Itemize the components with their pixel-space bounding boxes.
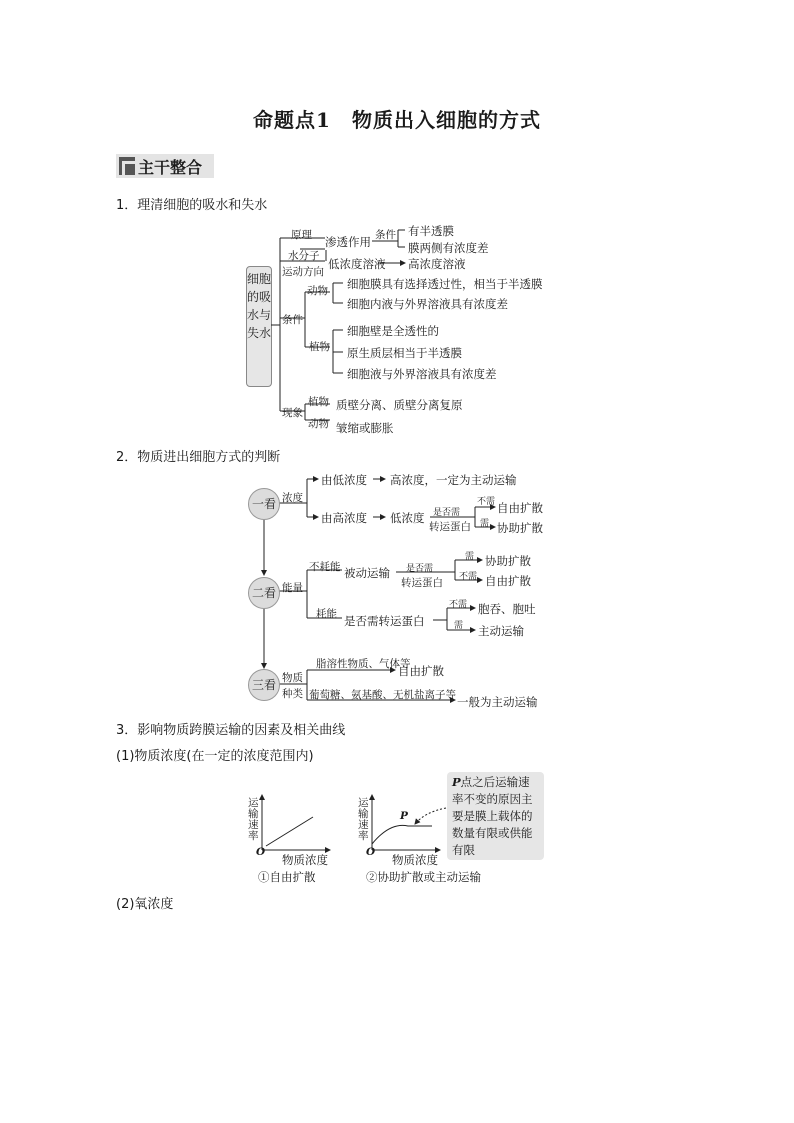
free-diffusion-2: 自由扩散 bbox=[485, 574, 531, 588]
graph2-ylabel: 运输速率 bbox=[358, 797, 369, 842]
label-dongwu: 动物 bbox=[307, 285, 328, 297]
need-label-1: 是否需 bbox=[433, 508, 461, 518]
glucose-etc: 葡萄糖、氨基酸、无机盐离子等 bbox=[309, 689, 456, 701]
animal-cond-2: 细胞内液与外界溶液具有浓度差 bbox=[347, 297, 508, 311]
endocytosis: 胞吞、胞吐 bbox=[478, 602, 536, 616]
graph1-ylabel: 运输速率 bbox=[248, 797, 259, 842]
heading-1: 1．理清细胞的吸水和失水 bbox=[116, 198, 268, 213]
label-wuzhi: 物质 bbox=[282, 672, 303, 684]
high-conc: 由高浓度 bbox=[321, 511, 367, 525]
cond-2: 膜两侧有浓度差 bbox=[408, 241, 489, 255]
dir-to: 高浓度溶液 bbox=[408, 257, 466, 271]
transporter-label-2: 转运蛋白 bbox=[401, 577, 443, 589]
label-tiaojian-top: 条件 bbox=[375, 229, 396, 241]
step-3-circle: 三看 bbox=[248, 669, 280, 701]
label-shuifenzi: 水分子 bbox=[288, 250, 320, 262]
label-x-zhiwu: 植物 bbox=[308, 396, 329, 408]
plant-cond-3: 细胞液与外界溶液具有浓度差 bbox=[347, 367, 497, 381]
generally-active: 一般为主动运输 bbox=[457, 695, 538, 709]
plant-phenomenon: 质壁分离、质壁分离复原 bbox=[336, 398, 463, 412]
need-3: 需 bbox=[454, 621, 464, 631]
root-label: 细胞的吸水与失水 bbox=[246, 272, 271, 340]
plant-cond-1: 细胞壁是全透性的 bbox=[347, 324, 439, 338]
step-2-circle: 二看 bbox=[248, 577, 280, 609]
graph1-xlabel: 物质浓度 bbox=[282, 853, 328, 867]
no-need-2: 不需 bbox=[459, 572, 478, 582]
graph2-xlabel: 物质浓度 bbox=[392, 853, 438, 867]
energy-consuming: 耗能 bbox=[316, 608, 337, 620]
passive-transport: 被动运输 bbox=[344, 566, 390, 580]
animal-cond-1: 细胞膜具有选择透过性，相当于半透膜 bbox=[347, 277, 543, 291]
step-1-circle: 一看 bbox=[248, 488, 280, 520]
high-conc-active: 高浓度，一定为主动运输 bbox=[390, 473, 517, 487]
graph2-origin: O bbox=[366, 846, 376, 858]
low-conc-2: 低浓度 bbox=[390, 511, 425, 525]
low-conc: 由低浓度 bbox=[321, 473, 367, 487]
plant-cond-2: 原生质层相当于半透膜 bbox=[347, 346, 462, 360]
label-nongdu: 浓度 bbox=[282, 492, 303, 504]
heading-3: 3．影响物质跨膜运输的因素及相关曲线 bbox=[116, 723, 346, 738]
label-xianxiang: 现象 bbox=[282, 407, 303, 419]
transporter-label-1: 转运蛋白 bbox=[429, 521, 471, 533]
active-transport: 主动运输 bbox=[478, 624, 524, 638]
lipid-soluble: 脂溶性物质、气体等 bbox=[316, 658, 411, 670]
label-yundongfangxiang: 运动方向 bbox=[282, 266, 324, 278]
no-energy: 不耗能 bbox=[309, 561, 341, 573]
free-diffusion-3: 自由扩散 bbox=[398, 664, 444, 678]
need-2: 需 bbox=[465, 552, 475, 562]
callout-note bbox=[447, 772, 544, 860]
graph2-point-p: P bbox=[400, 810, 408, 822]
callout-p: P bbox=[452, 775, 461, 789]
label-zhonglei: 种类 bbox=[282, 688, 303, 700]
callout-text: 点之后运输速率不变的原因主要是膜上载体的数量有限或供能有限 bbox=[452, 775, 533, 857]
facilitated-diffusion-2: 协助扩散 bbox=[485, 554, 531, 568]
label-yuanli: 原理 bbox=[291, 229, 312, 241]
cond-1: 有半透膜 bbox=[408, 224, 454, 238]
subheading-2: (2)氧浓度 bbox=[116, 897, 174, 912]
need-label-2: 是否需 bbox=[406, 564, 434, 574]
label-tiaojian: 条件 bbox=[282, 314, 303, 326]
transporter-question: 是否需转运蛋白 bbox=[344, 614, 425, 628]
no-need-1: 不需 bbox=[477, 497, 496, 507]
label-zhiwu: 植物 bbox=[309, 341, 330, 353]
subheading-1: (1)物质浓度(在一定的浓度范围内) bbox=[116, 749, 314, 764]
graph1-origin: O bbox=[256, 846, 266, 858]
animal-phenomenon: 皱缩或膨胀 bbox=[336, 421, 394, 435]
free-diffusion-1: 自由扩散 bbox=[497, 501, 543, 515]
heading-2: 2．物质进出细胞方式的判断 bbox=[116, 450, 281, 465]
graph2-caption: ②协助扩散或主动运输 bbox=[366, 870, 481, 884]
label-nengliang: 能量 bbox=[282, 582, 303, 594]
dir-from: 低浓度溶液 bbox=[328, 257, 386, 271]
page-title: 命题点1 物质出入细胞的方式 bbox=[253, 108, 541, 132]
graph1-caption: ①自由扩散 bbox=[258, 870, 316, 884]
label-shentou: 渗透作用 bbox=[325, 235, 371, 249]
no-need-3: 不需 bbox=[449, 600, 468, 610]
need-1: 需 bbox=[480, 519, 490, 529]
facilitated-diffusion-1: 协助扩散 bbox=[497, 521, 543, 535]
section-title: 主干整合 bbox=[138, 158, 203, 177]
label-x-dongwu: 动物 bbox=[308, 418, 329, 430]
